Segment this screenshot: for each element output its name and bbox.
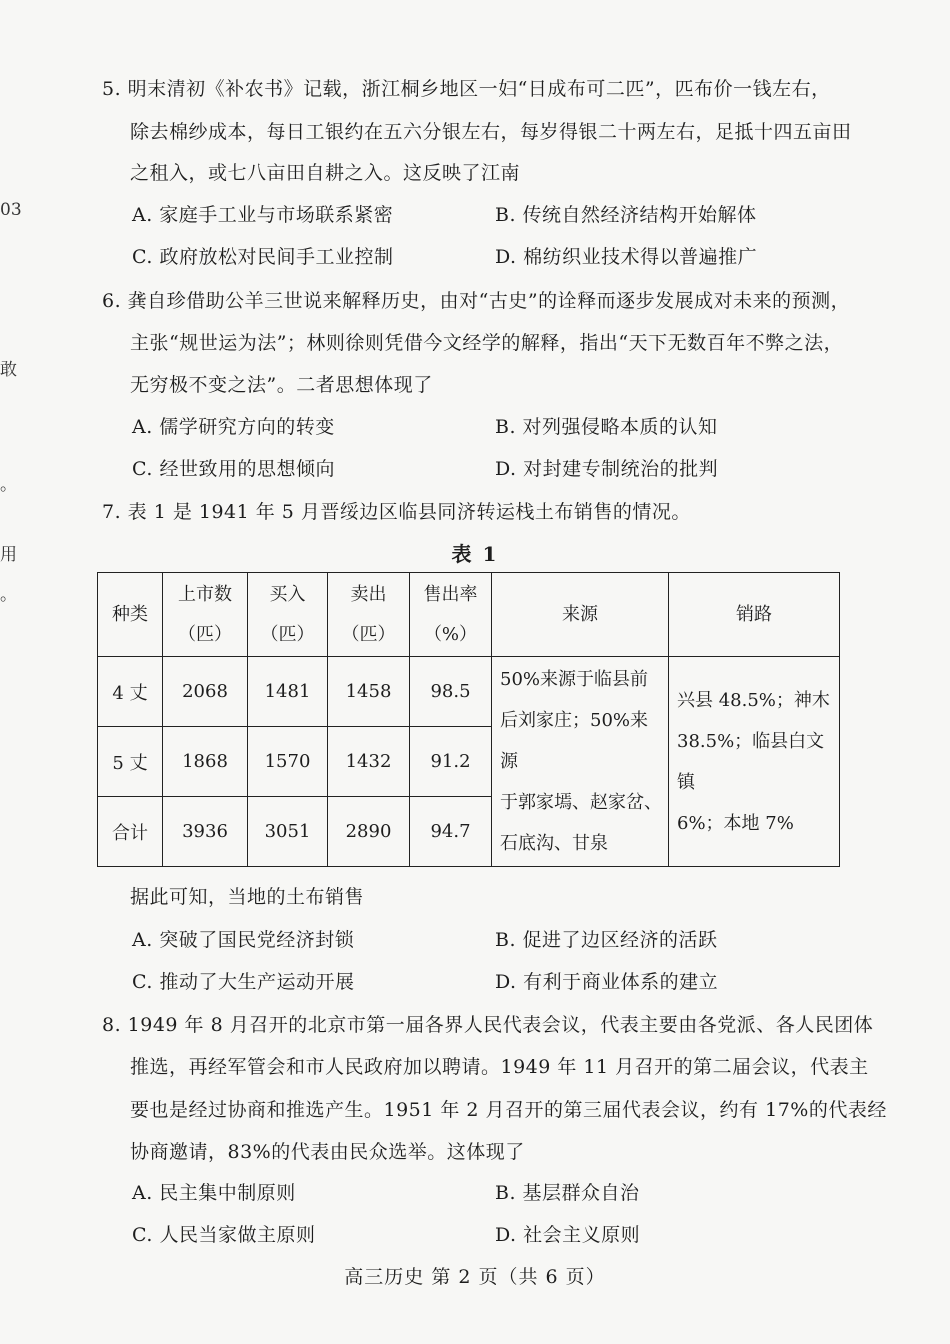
cell-listed: 2068 <box>163 657 248 727</box>
question-7-option-c: C. 推动了大生产运动开展 <box>132 971 355 993</box>
question-5-option-d: D. 棉纺织业技术得以普遍推广 <box>495 246 758 268</box>
question-6-option-c: C. 经世致用的思想倾向 <box>132 458 335 480</box>
question-8-option-b: B. 基层群众自治 <box>495 1182 640 1204</box>
margin-mark: 敢 <box>0 360 17 380</box>
question-6-line: 6. 龚自珍借助公羊三世说来解释历史，由对“古史”的诠释而逐步发展成对未来的预测， <box>102 290 851 312</box>
cell-sold: 1432 <box>328 727 410 797</box>
question-7-option-d: D. 有利于商业体系的建立 <box>495 971 719 993</box>
header-source: 来源 <box>492 573 669 657</box>
cell-listed: 1868 <box>163 727 248 797</box>
header-rate-label: 售出率 <box>423 583 478 605</box>
question-5-line: 5. 明末清初《补农书》记载，浙江桐乡地区一妇“日成布可二匹”，匹布价一钱左右， <box>102 78 831 100</box>
market-line: 兴县 48.5%；神木 <box>677 689 830 711</box>
margin-mark: 。 <box>0 585 17 605</box>
header-bought <box>248 573 328 657</box>
question-8-line: 8. 1949 年 8 月召开的北京市第一届各界人民代表会议，代表主要由各党派、各人民团体 <box>102 1014 874 1036</box>
question-5-line: 之租入，或七八亩田自耕之入。这反映了江南 <box>130 162 521 184</box>
cell-kind: 5 丈 <box>98 727 163 797</box>
header-sold-label: 卖出 <box>350 583 387 605</box>
cell-bought: 1570 <box>248 727 328 797</box>
question-5-line: 除去棉纱成本，每日工银约在五六分银左右，每岁得银二十两左右，足抵十四五亩田 <box>130 121 852 143</box>
cell-sold: 1458 <box>328 657 410 727</box>
table-header-row <box>98 573 840 657</box>
header-listed <box>163 573 248 657</box>
cell-listed: 3936 <box>163 797 248 867</box>
question-8-option-a: A. 民主集中制原则 <box>132 1182 296 1204</box>
header-listed-unit: （匹） <box>178 623 232 645</box>
cell-source <box>492 657 669 867</box>
question-6-option-a: A. 儒学研究方向的转变 <box>132 416 335 438</box>
question-5-option-c: C. 政府放松对民间手工业控制 <box>132 246 394 268</box>
margin-mark: 用 <box>0 545 17 565</box>
cell-kind: 4 丈 <box>98 657 163 727</box>
source-line: 石底沟、甘泉 <box>500 833 608 854</box>
cell-rate: 98.5 <box>410 657 492 727</box>
header-sold-unit: （匹） <box>341 623 396 645</box>
margin-mark: 。 <box>0 475 17 495</box>
margin-mark: 03 <box>0 200 22 220</box>
question-6-option-b: B. 对列强侵略本质的认知 <box>495 416 718 438</box>
question-6-line: 主张“规世运为法”；林则徐则凭借今文经学的解释，指出“天下无数百年不弊之法， <box>130 332 844 354</box>
market-line: 6%；本地 7% <box>677 812 794 834</box>
header-rate <box>410 573 492 657</box>
source-line: 50%来源于临县前 <box>500 669 649 690</box>
table-caption: 表 1 <box>451 542 499 566</box>
page-footer: 高三历史 第 2 页（共 6 页） <box>344 1266 606 1288</box>
header-rate-unit: （%） <box>423 623 478 645</box>
cell-rate: 94.7 <box>410 797 492 867</box>
cell-rate: 91.2 <box>410 727 492 797</box>
question-5-option-a: A. 家庭手工业与市场联系紧密 <box>132 204 394 226</box>
header-kind: 种类 <box>98 573 163 657</box>
header-bought-unit: （匹） <box>260 623 315 645</box>
question-6-line: 无穷极不变之法”。二者思想体现了 <box>130 374 433 396</box>
header-market: 销路 <box>669 573 840 657</box>
question-8-line: 协商邀请，83%的代表由民众选举。这体现了 <box>130 1141 525 1163</box>
source-line: 于郭家墕、赵家岔、 <box>500 792 662 813</box>
question-7-after: 据此可知，当地的土布销售 <box>130 886 365 908</box>
question-7-option-b: B. 促进了边区经济的活跃 <box>495 929 718 951</box>
cell-bought: 1481 <box>248 657 328 727</box>
question-8-option-c: C. 人民当家做主原则 <box>132 1224 316 1246</box>
data-table <box>97 572 840 867</box>
question-8-line: 要也是经过协商和推选产生。1951 年 2 月召开的第三届代表会议，约有 17%的代表经 <box>130 1099 887 1121</box>
header-sold <box>328 573 410 657</box>
cell-sold: 2890 <box>328 797 410 867</box>
question-5-option-b: B. 传统自然经济结构开始解体 <box>495 204 757 226</box>
cell-market <box>669 657 840 867</box>
question-8-option-d: D. 社会主义原则 <box>495 1224 641 1246</box>
cell-kind: 合计 <box>98 797 163 867</box>
question-7-option-a: A. 突破了国民党经济封锁 <box>132 929 355 951</box>
table-row <box>98 657 840 727</box>
header-bought-label: 买入 <box>269 583 306 605</box>
header-listed-label: 上市数 <box>178 583 232 605</box>
cell-bought: 3051 <box>248 797 328 867</box>
question-6-option-d: D. 对封建专制统治的批判 <box>495 458 719 480</box>
question-8-line: 推选，再经军管会和市人民政府加以聘请。1949 年 11 月召开的第二届会议，代表主 <box>130 1056 869 1078</box>
question-7-stem: 7. 表 1 是 1941 年 5 月晋绥边区临县同济转运栈土布销售的情况。 <box>102 501 691 523</box>
source-line: 后刘家庄；50%来源 <box>500 710 649 772</box>
market-line: 38.5%；临县白文镇 <box>677 730 825 793</box>
